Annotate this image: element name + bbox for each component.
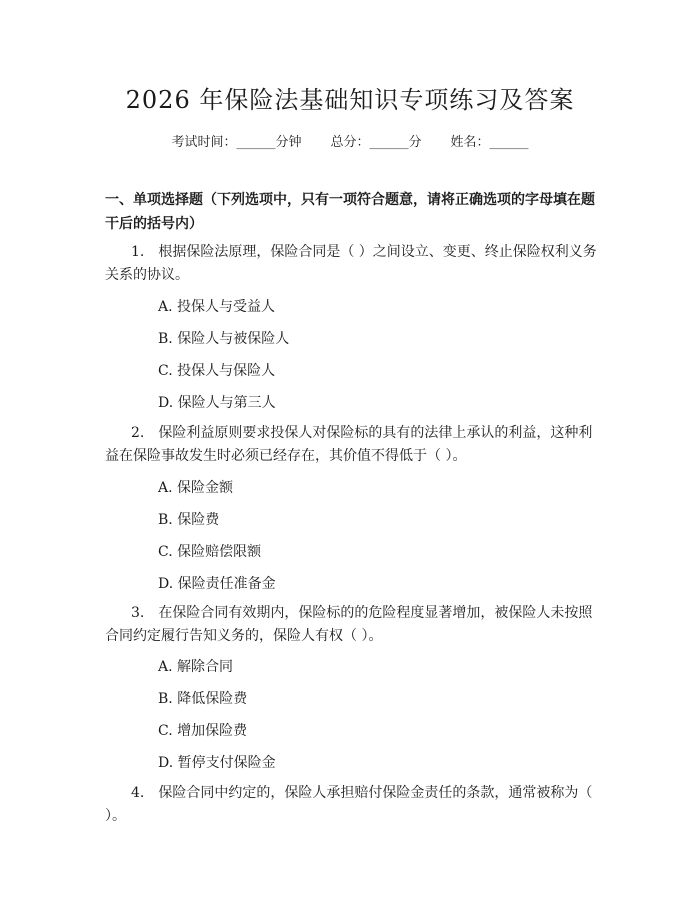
name-blank: ______	[489, 135, 529, 150]
time-label: 考试时间：	[171, 135, 237, 150]
name-label: 姓名：	[450, 135, 490, 150]
question-1: 1. 根据保险法原理，保险合同是（ ）之间设立、变更、终止保险权利义务关系的协议。	[105, 244, 597, 283]
question-1-option-d: D. 保险人与第三人	[158, 395, 276, 411]
question-2: 2. 保险利益原则要求投保人对保险标的具有的法律上承认的利益，这种利益在保险事故发生时必须已经存在，其价值不得低于（ ）。	[105, 425, 593, 464]
question-3-option-a: A. 解除合同	[158, 659, 234, 675]
question-2-option-c: C. 保险赔偿限额	[158, 544, 262, 560]
section-heading: 一、单项选择题（下列选项中，只有一项符合题意，请将正确选项的字母填在题干后的括号内）	[105, 192, 595, 232]
score-unit: 分	[408, 135, 422, 150]
question-3-option-d: D. 暂停支付保险金	[158, 755, 276, 771]
time-unit: 分钟	[275, 135, 302, 150]
time-blank: ______	[236, 135, 276, 150]
score-blank: ______	[369, 135, 409, 150]
question-3: 3. 在保险合同有效期内，保险标的的危险程度显著增加，被保险人未按照合同约定履行告知义务的，保险人有权（ ）。	[105, 605, 593, 644]
question-3-option-b: B. 降低保险费	[158, 691, 248, 707]
question-3-option-c: C. 增加保险费	[158, 723, 248, 739]
question-4: 4. 保险合同中约定的，保险人承担赔付保险金责任的条款，通常被称为（ ）。	[105, 785, 593, 824]
document-title: 2026 年保险法基础知识专项练习及答案	[125, 86, 575, 114]
question-2-option-d: D. 保险责任准备金	[158, 576, 276, 592]
question-2-option-b: B. 保险费	[158, 512, 220, 528]
exam-info-line	[0, 131, 700, 150]
score-label: 总分：	[330, 135, 370, 150]
question-2-option-a: A. 保险金额	[158, 480, 234, 496]
question-1-option-c: C. 投保人与保险人	[158, 363, 276, 379]
question-1-option-a: A. 投保人与受益人	[158, 299, 276, 315]
question-1-option-b: B. 保险人与被保险人	[158, 331, 290, 347]
